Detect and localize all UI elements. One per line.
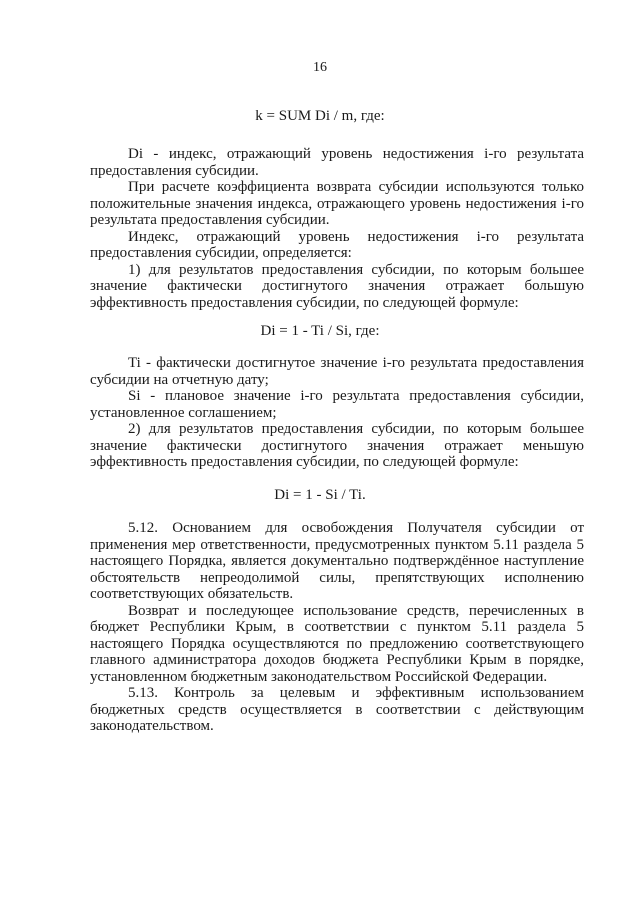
formula-di-2: Di = 1 - Si / Ti. [274,487,366,503]
paragraph-di-definition: Di - индекс, отражающий уровень недостижения i-го результата предоставления субсидии. [90,146,584,179]
paragraph-si-definition: Si - плановое значение i-го результата предоставления субсидии, установленное соглашением; [90,388,584,421]
paragraph-5-12: 5.12. Основанием для освобождения Получателя субсидии от применения мер ответственности, предусмотренных пунктом 5.11 раздела 5 настоящего Порядка, является документально подтверждённое наступление обстоятельств непреодолимой силы, препятствующих исполнению соответствующих обязательств. [90,520,584,602]
formula-k: k = SUM Di / m, где: [255,108,385,124]
text-block-variables [90,355,584,471]
formula-di-1: Di = 1 - Ti / Si, где: [260,323,380,339]
paragraph-case-1: 1) для результатов предоставления субсидии, по которым большее значение фактически достигнутого значения отражает большую эффективность предоставления субсидии, по следующей формуле: [90,261,584,311]
text-block-sections [90,520,584,735]
paragraph-positive-values: При расчете коэффициента возврата субсидии используются только положительные значения индекса, отражающего уровень недостижения i-го результата предоставления субсидии. [90,179,584,228]
paragraph-ti-definition: Ti - фактически достигнутое значение i-го результата предоставления субсидии на отчетную дату; [90,355,584,388]
paragraph-case-2: 2) для результатов предоставления субсидии, по которым большее значение фактически достигнутого значения отражает меньшую эффективность предоставления субсидии, по следующей формуле: [90,421,584,470]
text-block-index-definition [90,146,584,311]
paragraph-index-determination: Индекс, отражающий уровень недостижения i-го результата предоставления субсидии, определяется: [90,228,584,261]
page-number: 16 [313,60,327,75]
paragraph-5-13: 5.13. Контроль за целевым и эффективным использованием бюджетных средств осуществляется в соответствии с действующим законодательством. [90,685,584,734]
paragraph-refund: Возврат и последующее использование средств, перечисленных в бюджет Республики Крым, в соответствии с пунктом 5.11 раздела 5 настоящего Порядка осуществляются по предложению соответствующего главного администратора доходов бюджета Республики Крым в порядке, установленном бюджетным законодательством Российской Федерации. [90,602,584,685]
